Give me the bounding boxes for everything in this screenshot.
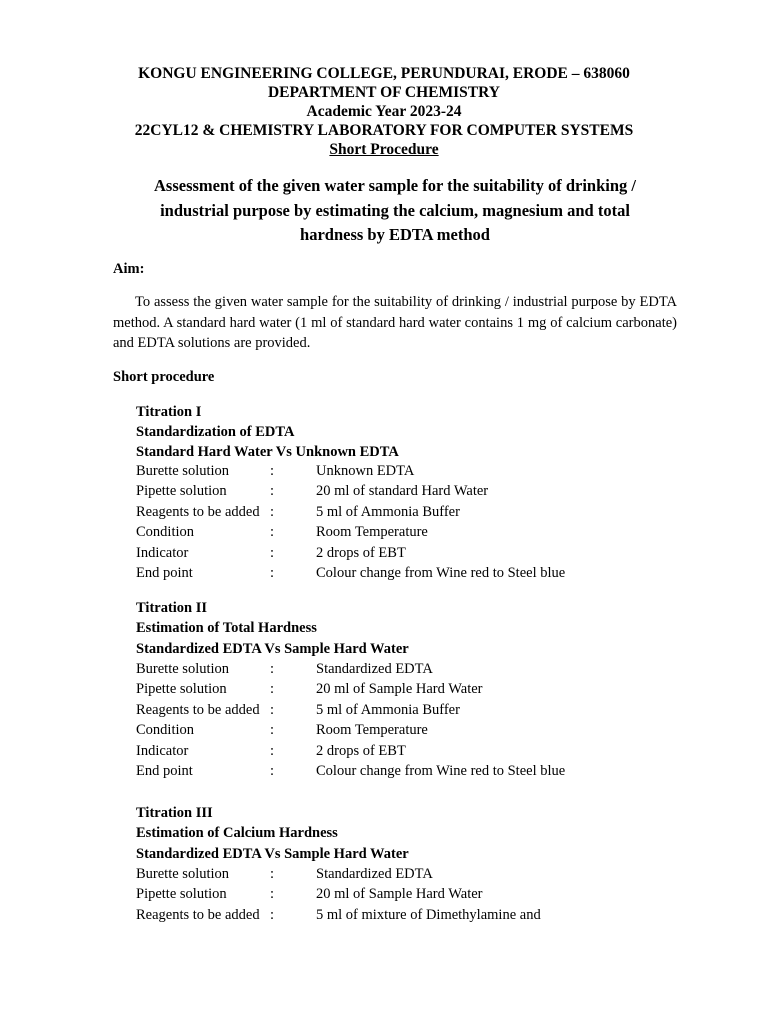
titration-subtitle: Standardization of EDTA: [136, 424, 295, 441]
titration-name: Titration I: [136, 404, 202, 420]
row-label: Condition: [136, 722, 195, 739]
aim-paragraph: To assess the given water sample for the suitability of drinking / industrial purpose by EDTA method. A standard hard water (1 ml of standard hard water contains 1 mg of calcium carbonate) and EDTA solutions are provided.: [113, 294, 677, 351]
short-procedure-heading: Short procedure: [113, 369, 215, 385]
row-value: Unknown EDTA: [316, 462, 415, 479]
row-value: Standardized EDTA: [316, 865, 433, 882]
row-colon: :: [270, 462, 275, 479]
row-label: Pipette solution: [136, 886, 227, 903]
titration-subtitle: Estimation of Calcium Hardness: [136, 825, 338, 842]
row-label: Reagents to be added: [136, 701, 260, 718]
row-colon: :: [270, 763, 275, 780]
titration-setup: Standardized EDTA Vs Sample Hard Water: [136, 845, 409, 862]
document-header: [0, 64, 768, 159]
titration-section: [136, 402, 696, 584]
procedure-row: [136, 522, 696, 543]
course-title: 22CYL12 & CHEMISTRY LABORATORY FOR COMPUTER SYSTEMS: [134, 122, 634, 139]
titration-subtitle: Estimation of Total Hardness: [136, 620, 317, 637]
procedure-row: [136, 905, 696, 926]
row-label: End point: [136, 763, 193, 780]
procedure-row: [136, 720, 696, 741]
row-colon: :: [270, 503, 275, 520]
short-procedure-label: Short Procedure: [329, 141, 439, 158]
college-name: KONGU ENGINEERING COLLEGE, PERUNDURAI, ERODE – 638060: [138, 65, 630, 82]
titration-name: Titration III: [136, 805, 213, 821]
row-value: Room Temperature: [316, 524, 428, 541]
row-label: Pipette solution: [136, 483, 227, 500]
row-value: 5 ml of mixture of Dimethylamine and: [316, 906, 541, 923]
row-colon: :: [270, 722, 275, 739]
titration-setup: Standardized EDTA Vs Sample Hard Water: [136, 640, 409, 657]
row-colon: :: [270, 565, 275, 582]
row-value: 2 drops of EBT: [316, 544, 406, 561]
procedure-row: [136, 864, 696, 885]
row-label: Indicator: [136, 742, 189, 759]
procedure-row: [136, 659, 696, 680]
procedure-row: [136, 481, 696, 502]
row-label: Reagents to be added: [136, 906, 260, 923]
row-label: Pipette solution: [136, 681, 227, 698]
aim-heading: Aim:: [113, 261, 145, 277]
row-value: 5 ml of Ammonia Buffer: [316, 503, 460, 520]
title-line: hardness by EDTA method: [300, 225, 490, 244]
row-label: Burette solution: [136, 865, 230, 882]
row-value: 20 ml of Sample Hard Water: [316, 681, 483, 698]
row-value: Room Temperature: [316, 722, 428, 739]
academic-year: Academic Year 2023-24: [306, 103, 462, 120]
row-label: Reagents to be added: [136, 503, 260, 520]
procedure-row: [136, 741, 696, 762]
procedure-row: [136, 543, 696, 564]
experiment-title: [100, 174, 690, 248]
department-name: DEPARTMENT OF CHEMISTRY: [267, 84, 500, 101]
row-value: 2 drops of EBT: [316, 742, 406, 759]
titration-name: Titration II: [136, 600, 208, 616]
row-colon: :: [270, 742, 275, 759]
titration-setup: Standard Hard Water Vs Unknown EDTA: [136, 443, 399, 460]
row-colon: :: [270, 544, 275, 561]
procedure-row: [136, 563, 696, 584]
row-colon: :: [270, 524, 275, 541]
procedure-row: [136, 700, 696, 721]
row-label: Condition: [136, 524, 195, 541]
row-value: Standardized EDTA: [316, 660, 433, 677]
titration-section: [136, 598, 696, 782]
row-label: Burette solution: [136, 462, 230, 479]
row-colon: :: [270, 886, 275, 903]
row-label: End point: [136, 565, 193, 582]
row-colon: :: [270, 701, 275, 718]
row-colon: :: [270, 906, 275, 923]
procedure-row: [136, 679, 696, 700]
row-value: Colour change from Wine red to Steel blue: [316, 763, 566, 780]
procedure-row: [136, 461, 696, 482]
title-line: Assessment of the given water sample for the suitability of drinking /: [153, 176, 636, 195]
row-colon: :: [270, 865, 275, 882]
row-value: Colour change from Wine red to Steel blue: [316, 565, 566, 582]
procedure-row: [136, 502, 696, 523]
row-colon: :: [270, 681, 275, 698]
row-value: 5 ml of Ammonia Buffer: [316, 701, 460, 718]
row-label: Burette solution: [136, 660, 230, 677]
row-value: 20 ml of Sample Hard Water: [316, 886, 483, 903]
row-colon: :: [270, 660, 275, 677]
procedure-row: [136, 761, 696, 782]
row-colon: :: [270, 483, 275, 500]
title-line: industrial purpose by estimating the calcium, magnesium and total: [160, 200, 630, 220]
titration-section: [136, 803, 696, 925]
row-label: Indicator: [136, 544, 189, 561]
procedure-row: [136, 884, 696, 905]
row-value: 20 ml of standard Hard Water: [316, 483, 489, 500]
